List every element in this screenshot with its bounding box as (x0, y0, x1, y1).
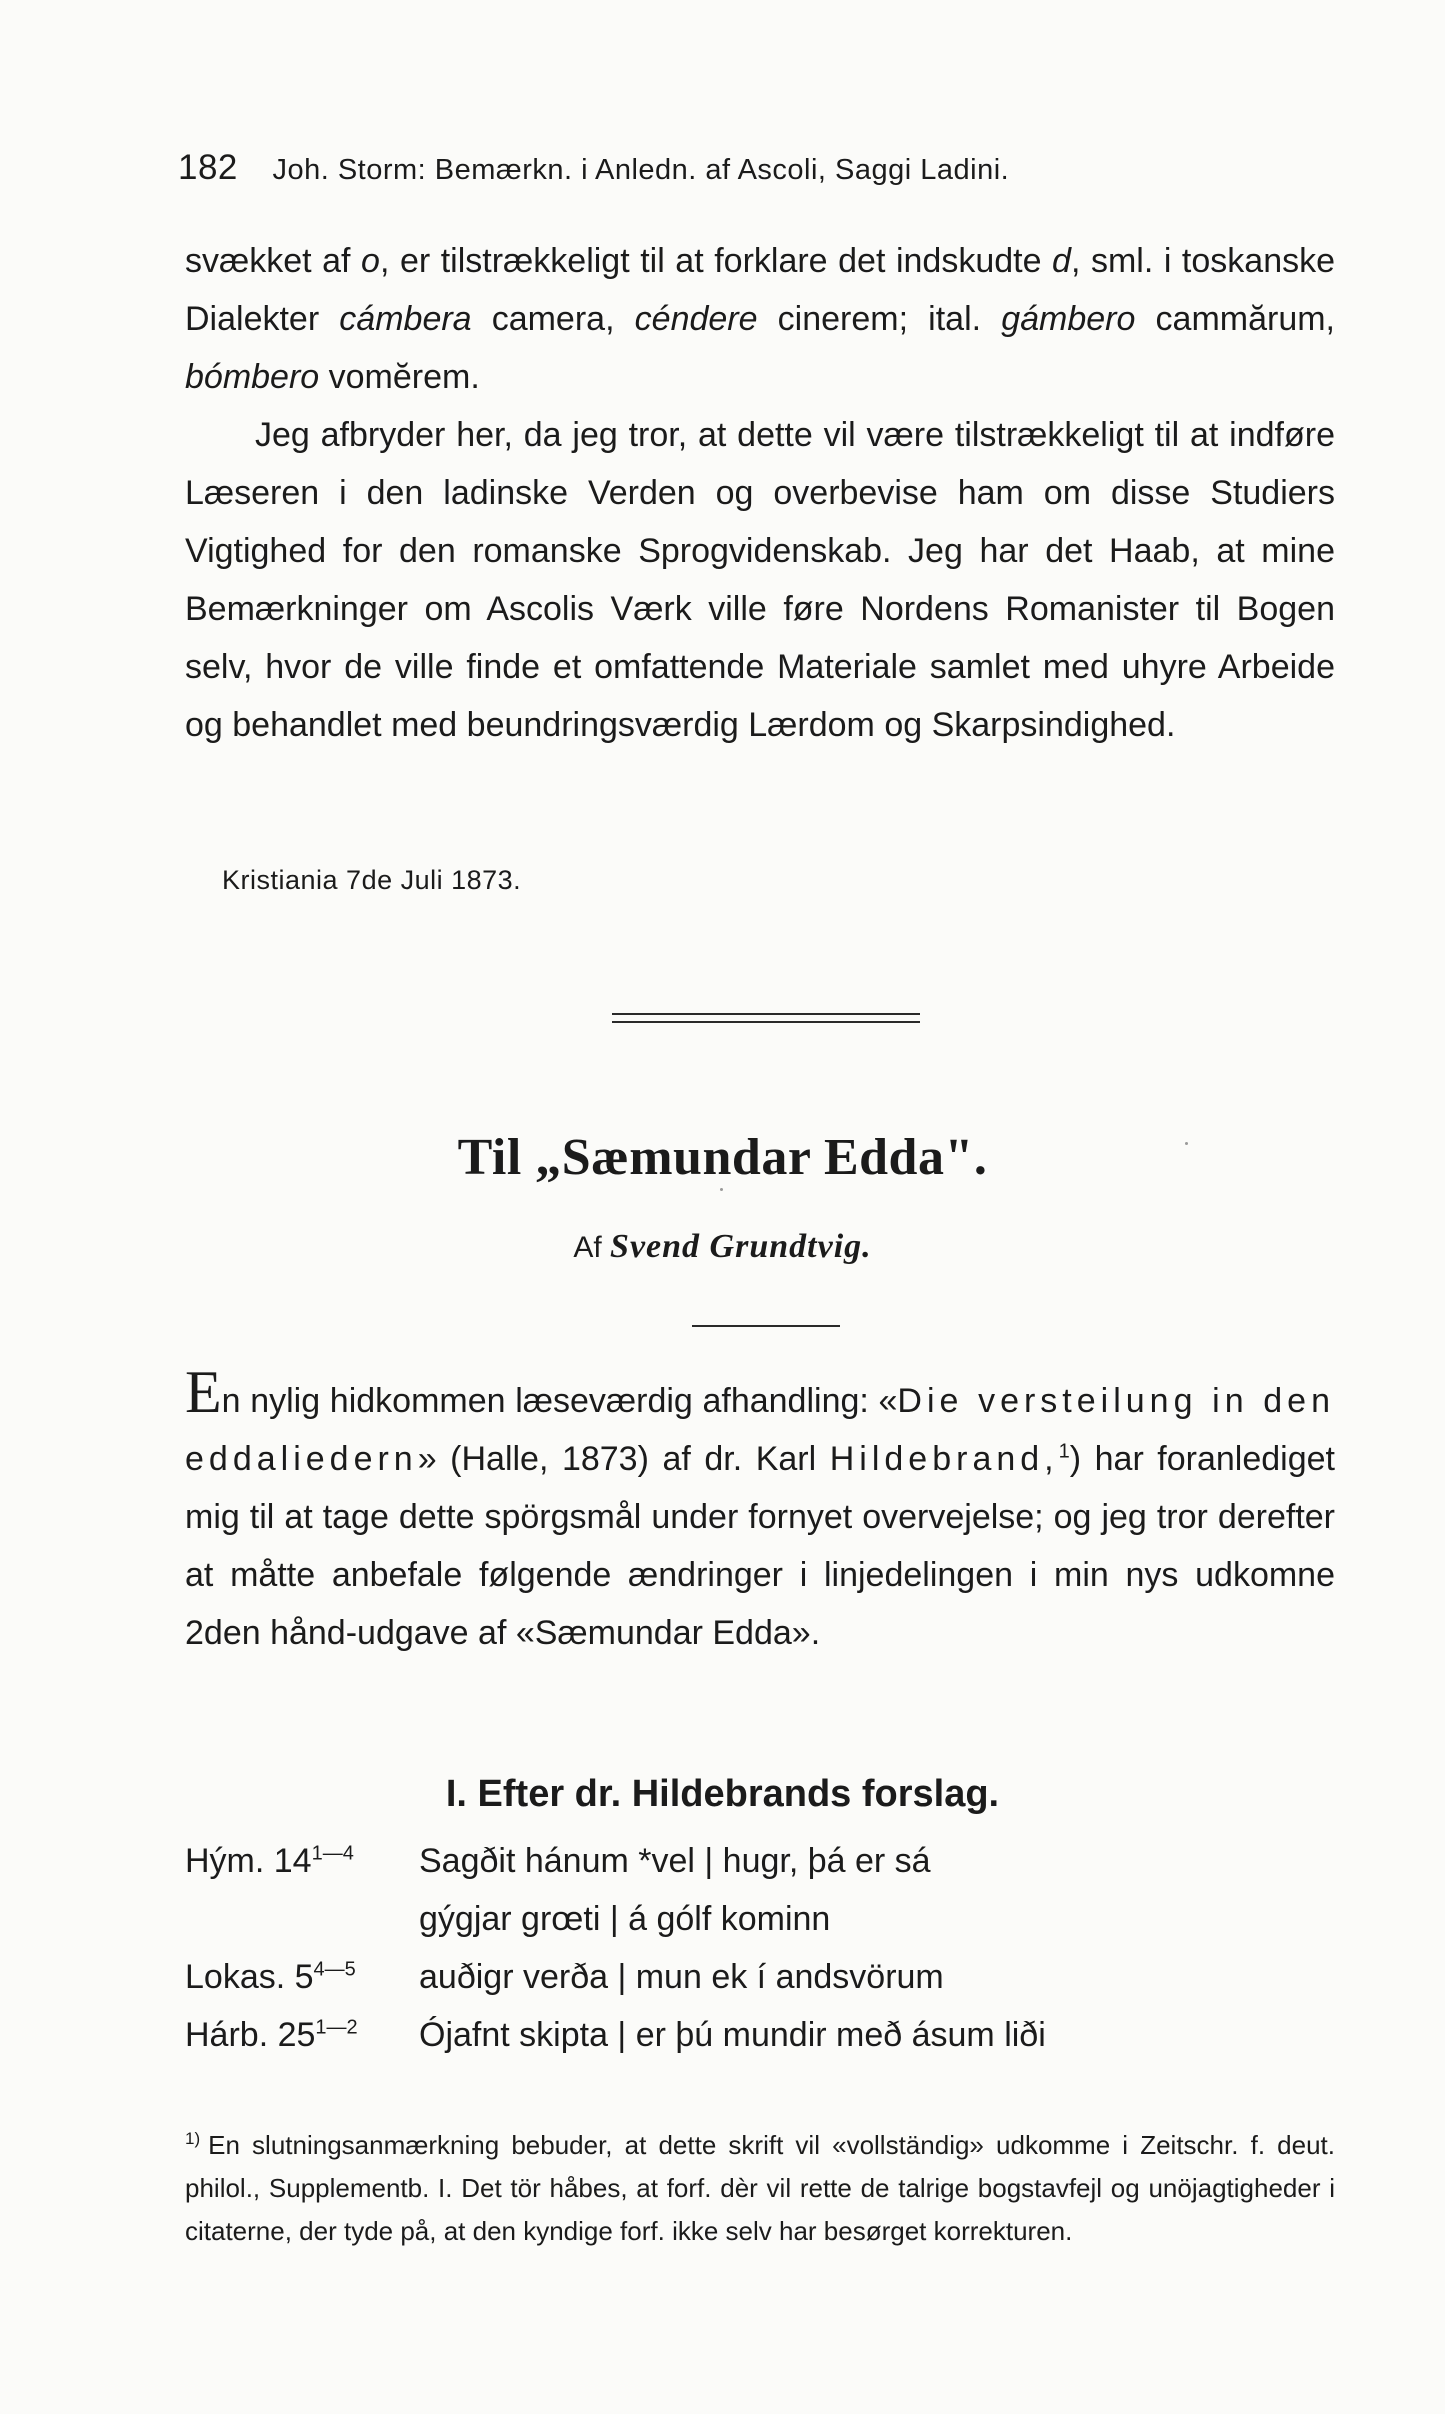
article-title: Til „Sæmundar Edda". (457, 1129, 988, 1186)
author-name: Svend Grundtvig. (610, 1228, 872, 1265)
text-run: svækket af (185, 242, 362, 280)
verse-text: auðigr verða | mun ek í andsvörum (419, 1958, 944, 1996)
continued-text (185, 232, 1335, 754)
drop-cap: E (185, 1359, 222, 1425)
text-run: , er tilstrækkeligt til at forklare det indskudte (379, 242, 1053, 280)
title-rule (692, 1325, 840, 1327)
paper-speck (1185, 1142, 1188, 1145)
intro-paragraph: En nylig hidkommen læseværdig afhandling: «Die versteilung in den eddaliedern» (Halle, 1873) af dr. Karl Hildebrand,$^1$) har foranlediget mig til at tage dette spörgsmål under fornyet overvejelse; og jeg tror derefter at måtte anbefale følgende ændringer i linjedelingen i min nys udkomne 2den hånd-udgave af «Sæmundar Edda». (185, 1359, 1335, 1652)
italic-word: bómbero (185, 358, 320, 396)
page-number: 182 (178, 148, 238, 187)
paragraph-continued (185, 232, 1335, 406)
verse-text: Sagðit hánum *vel | hugr, þá er sá (419, 1842, 931, 1880)
section-divider (612, 1013, 920, 1023)
text-run: vomĕrem. (319, 358, 480, 396)
italic-word: o (361, 242, 380, 280)
byline (0, 1228, 1445, 1266)
verse-text: gýgjar grœti | á gólf kominn (419, 1900, 831, 1938)
verse-line (185, 2006, 1335, 2064)
text-run: cinerem; ital. (757, 300, 1002, 338)
italic-word: d (1052, 242, 1071, 280)
section-heading: I. Efter dr. Hildebrands forslag. (445, 1773, 1000, 1815)
cited-author: Hildebrand, (829, 1440, 1059, 1478)
byline-prefix: Af (573, 1231, 602, 1264)
italic-word: cámbera (339, 300, 472, 338)
footnote-mark: 1) (185, 2129, 201, 2149)
footnote (185, 2124, 1335, 2253)
text-run: cammărum, (1135, 300, 1335, 338)
article-intro (185, 1359, 1335, 1662)
italic-word: gámbero (1001, 300, 1136, 338)
footnote-text: En slutningsanmærkning bebuder, at dette skrift vil «vollständig» udkomme i Zeitschr. f. deut. philol., Supplementb. I. Det tör håbes, at forf. dèr vil rette de talrige bogstavfejl og unöjagtigheder i citaterne, der tyde på, at den kyndige forf. ikke selv har besørget korrekturen. (185, 2130, 1335, 2246)
italic-word: céndere (634, 300, 758, 338)
cited-title: Die versteilung in den eddaliedern (185, 1382, 1335, 1478)
verse-list (185, 1832, 1335, 2064)
verse-reference: Hárb. $25^{1—2}$ (185, 2016, 358, 2054)
verse-reference: Lokas. $5^{4—5}$ (185, 1958, 356, 1996)
paragraph-closing: Jeg afbryder her, da jeg tror, at dette vil være tilstrækkeligt til at indføre Læseren i den ladinske Verden og overbevise ham om disse Studiers Vigtighed for den romanske Sprogvidenskab. Jeg har det Haab, at mine Bemærkninger om Ascolis Værk ville føre Nordens Romanister til Bogen selv, hvor de ville finde et omfattende Materiale samlet med uhyre Arbeide og behandlet med beundringsværdig Lærdom og Skarpsindighed. (185, 416, 1335, 744)
paper-speck (720, 1188, 723, 1191)
running-head (178, 148, 1328, 192)
footnote-ref[interactable]: 1 (1058, 1440, 1070, 1463)
text-run: , sml. i toskanske Dialekter (185, 242, 1336, 338)
verse-text: Ójafnt skipta | er þú mundir með ásum liði (419, 2016, 1046, 2054)
verse-line (185, 1948, 1335, 2006)
verse-line (185, 1890, 1335, 1948)
place-date: Kristiania 7de Juli 1873. (222, 865, 522, 895)
text-run: camera, (471, 300, 635, 338)
verse-reference: Hým. $14^{1—4}$ (185, 1842, 354, 1880)
verse-line (185, 1832, 1335, 1890)
running-head-title: Joh. Storm: Bemærkn. i Anledn. af Ascoli, Saggi Ladini. (272, 154, 1010, 186)
